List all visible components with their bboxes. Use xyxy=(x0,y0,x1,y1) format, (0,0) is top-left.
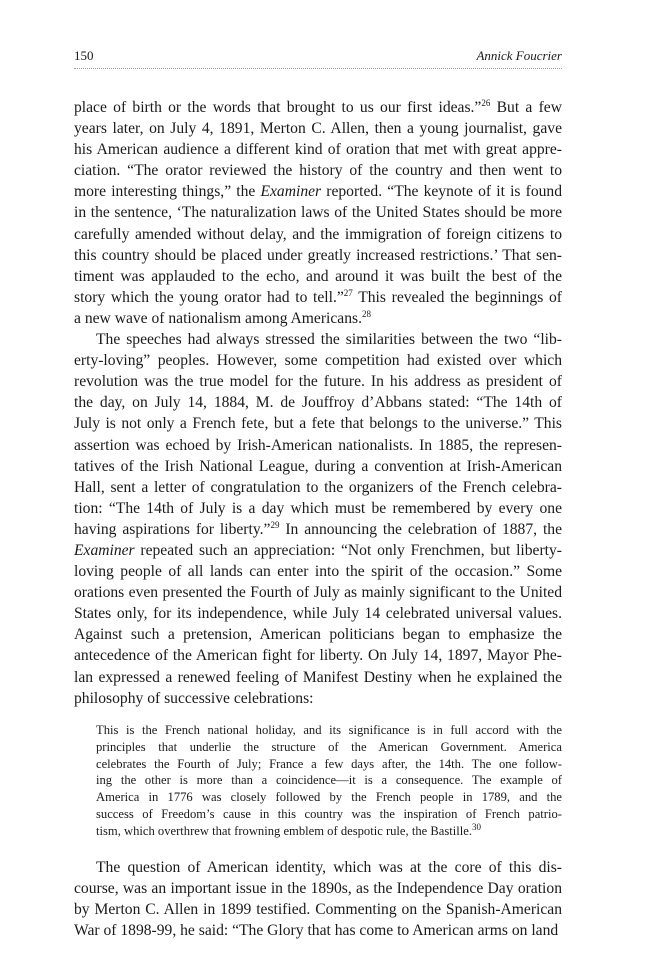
page-number: 150 xyxy=(74,48,94,63)
text-run: tion: “The 14th of July is a day which must be remembered by every one xyxy=(74,499,562,517)
text-run: This is the French national holiday, and its significance is in full accord with the xyxy=(96,722,562,737)
text-run: revolution was the true model for the future. In his address as president of xyxy=(74,373,562,391)
text-line xyxy=(74,498,562,519)
text-line xyxy=(74,624,562,645)
text-run: principles that underlie the structure of the American Government. America xyxy=(96,739,562,754)
italic-text: Examiner xyxy=(74,541,135,559)
text-run: orations even presented the Fourth of July as mainly significant to the United xyxy=(74,584,562,602)
text-line xyxy=(74,688,562,709)
text-line xyxy=(74,392,562,413)
text-line xyxy=(74,160,562,181)
footnote-ref: 27 xyxy=(343,287,353,298)
text-line xyxy=(74,435,562,456)
text-line xyxy=(74,857,562,878)
text-line xyxy=(74,118,562,139)
running-header xyxy=(74,48,562,69)
text-line xyxy=(74,97,562,118)
text-run: philosophy of successive celebrations: xyxy=(74,689,314,707)
text-line xyxy=(96,823,562,840)
text-run: his American audience a different kind of oration that met with great appre- xyxy=(74,141,562,159)
text-run: celebrates the Fourth of July; France a few days after, the 14th. The one follow- xyxy=(96,756,562,771)
footnote-ref: 30 xyxy=(471,821,481,832)
text-run: by Merton C. Allen in 1899 testified. Commenting on the Spanish-American xyxy=(74,901,562,919)
text-line xyxy=(74,878,562,899)
text-line xyxy=(96,806,562,823)
text-line xyxy=(74,329,562,350)
block-quote xyxy=(96,722,562,840)
text-line xyxy=(74,266,562,287)
text-run: more interesting things,” the xyxy=(74,183,261,201)
text-run: carefully amended without delay, and the immigration of foreign citizens to xyxy=(74,225,562,243)
text-line xyxy=(74,245,562,266)
text-run: Against such a pretension, American politicians began to emphasize the xyxy=(74,626,562,644)
text-run: War of 1898-99, he said: “The Glory that has come to American arms on land xyxy=(74,922,559,940)
running-head-author: Annick Foucrier xyxy=(476,48,562,63)
text-line xyxy=(74,667,562,688)
text-line xyxy=(74,139,562,160)
text-run: In announcing the celebration of 1887, the xyxy=(279,520,562,538)
text-line xyxy=(74,645,562,666)
text-line xyxy=(96,756,562,773)
text-run: reported. “The keynote of it is found xyxy=(321,183,563,201)
paragraph xyxy=(74,97,562,329)
book-page xyxy=(74,48,562,941)
text-line xyxy=(74,540,562,561)
text-run: ing the other is more than a coincidence—it is a consequence. The example of xyxy=(96,773,562,788)
text-run: this country should be placed under greatly increased restrictions.’ That sen- xyxy=(74,246,562,264)
text-line xyxy=(74,456,562,477)
text-run: States only, for its independence, while July 14 celebrated universal values. xyxy=(74,605,562,623)
text-run: repeated such an appreciation: “Not only Frenchmen, but liberty- xyxy=(134,541,562,559)
text-run: assertion was echoed by Irish-American nationalists. In 1885, the represen- xyxy=(74,436,562,454)
text-run: years later, on July 4, 1891, Merton C. Allen, then a young journalist, gave xyxy=(74,120,562,138)
text-run: loving people of all lands can enter into the spirit of the occasion.” Some xyxy=(74,563,562,581)
text-line xyxy=(74,371,562,392)
text-line xyxy=(74,308,562,329)
text-run: the day, on July 14, 1884, M. de Jouffroy d’Abbans stated: “The 14th of xyxy=(74,394,562,412)
text-line xyxy=(74,287,562,308)
text-run: course, was an important issue in the 1890s, as the Independence Day oration xyxy=(74,880,562,898)
text-run: tism, which overthrew that frowning emblem of despotic rule, the Bastille. xyxy=(96,824,472,839)
text-run: But a few xyxy=(490,99,562,116)
text-line xyxy=(74,899,562,920)
text-run: America in 1776 was closely followed by the French people in 1789, and the xyxy=(96,790,562,805)
text-run: having aspirations for liberty.” xyxy=(74,520,271,538)
paragraph xyxy=(74,857,562,941)
italic-text: Examiner xyxy=(260,183,322,201)
text-run: The question of American identity, which was at the core of this dis- xyxy=(96,858,562,876)
text-line xyxy=(96,772,562,789)
text-run: ciation. “The orator reviewed the history of the country and then went to xyxy=(74,162,562,180)
text-line xyxy=(74,561,562,582)
text-run: in the sentence, ‘The naturalization laws of the United States should be more xyxy=(74,204,562,222)
body-text xyxy=(74,97,562,941)
text-line xyxy=(74,477,562,498)
text-run: timent was applauded to the echo, and around it was built the best of the xyxy=(74,267,562,285)
text-line xyxy=(74,413,562,434)
text-line xyxy=(96,722,562,739)
text-run: place of birth or the words that brought to us our first ideas.” xyxy=(74,99,482,116)
text-run: lan expressed a renewed feeling of Manifest Destiny when he explained the xyxy=(74,668,562,686)
text-run: This revealed the beginnings of xyxy=(352,288,562,306)
text-line xyxy=(74,920,562,941)
text-run: erty-loving” peoples. However, some competition had existed over which xyxy=(74,352,562,370)
footnote-ref: 28 xyxy=(361,308,371,319)
text-line xyxy=(74,603,562,624)
text-line xyxy=(74,350,562,371)
footnote-ref: 26 xyxy=(481,97,491,108)
text-line xyxy=(74,224,562,245)
text-line xyxy=(74,202,562,223)
footnote-ref: 29 xyxy=(270,519,280,530)
text-line xyxy=(74,181,562,202)
text-line xyxy=(96,739,562,756)
text-run: July is not only a French fete, but a fete that belongs to the universe.” This xyxy=(74,415,562,433)
text-run: story which the young orator had to tell.” xyxy=(74,288,344,306)
text-run: tatives of the Irish National League, during a convention at Irish-American xyxy=(74,457,562,475)
paragraph xyxy=(74,329,562,709)
text-line xyxy=(74,582,562,603)
text-run: success of Freedom’s cause in this country was the inspiration of French patrio- xyxy=(96,807,562,822)
text-run: antecedence of the American fight for liberty. On July 14, 1897, Mayor Phe- xyxy=(74,647,562,665)
text-line xyxy=(96,789,562,806)
text-run: a new wave of nationalism among Americans. xyxy=(74,309,362,327)
text-line xyxy=(74,519,562,540)
text-run: The speeches had always stressed the similarities between the two “lib- xyxy=(96,331,562,349)
text-run: Hall, sent a letter of congratulation to the organizers of the French celebra- xyxy=(74,478,562,496)
